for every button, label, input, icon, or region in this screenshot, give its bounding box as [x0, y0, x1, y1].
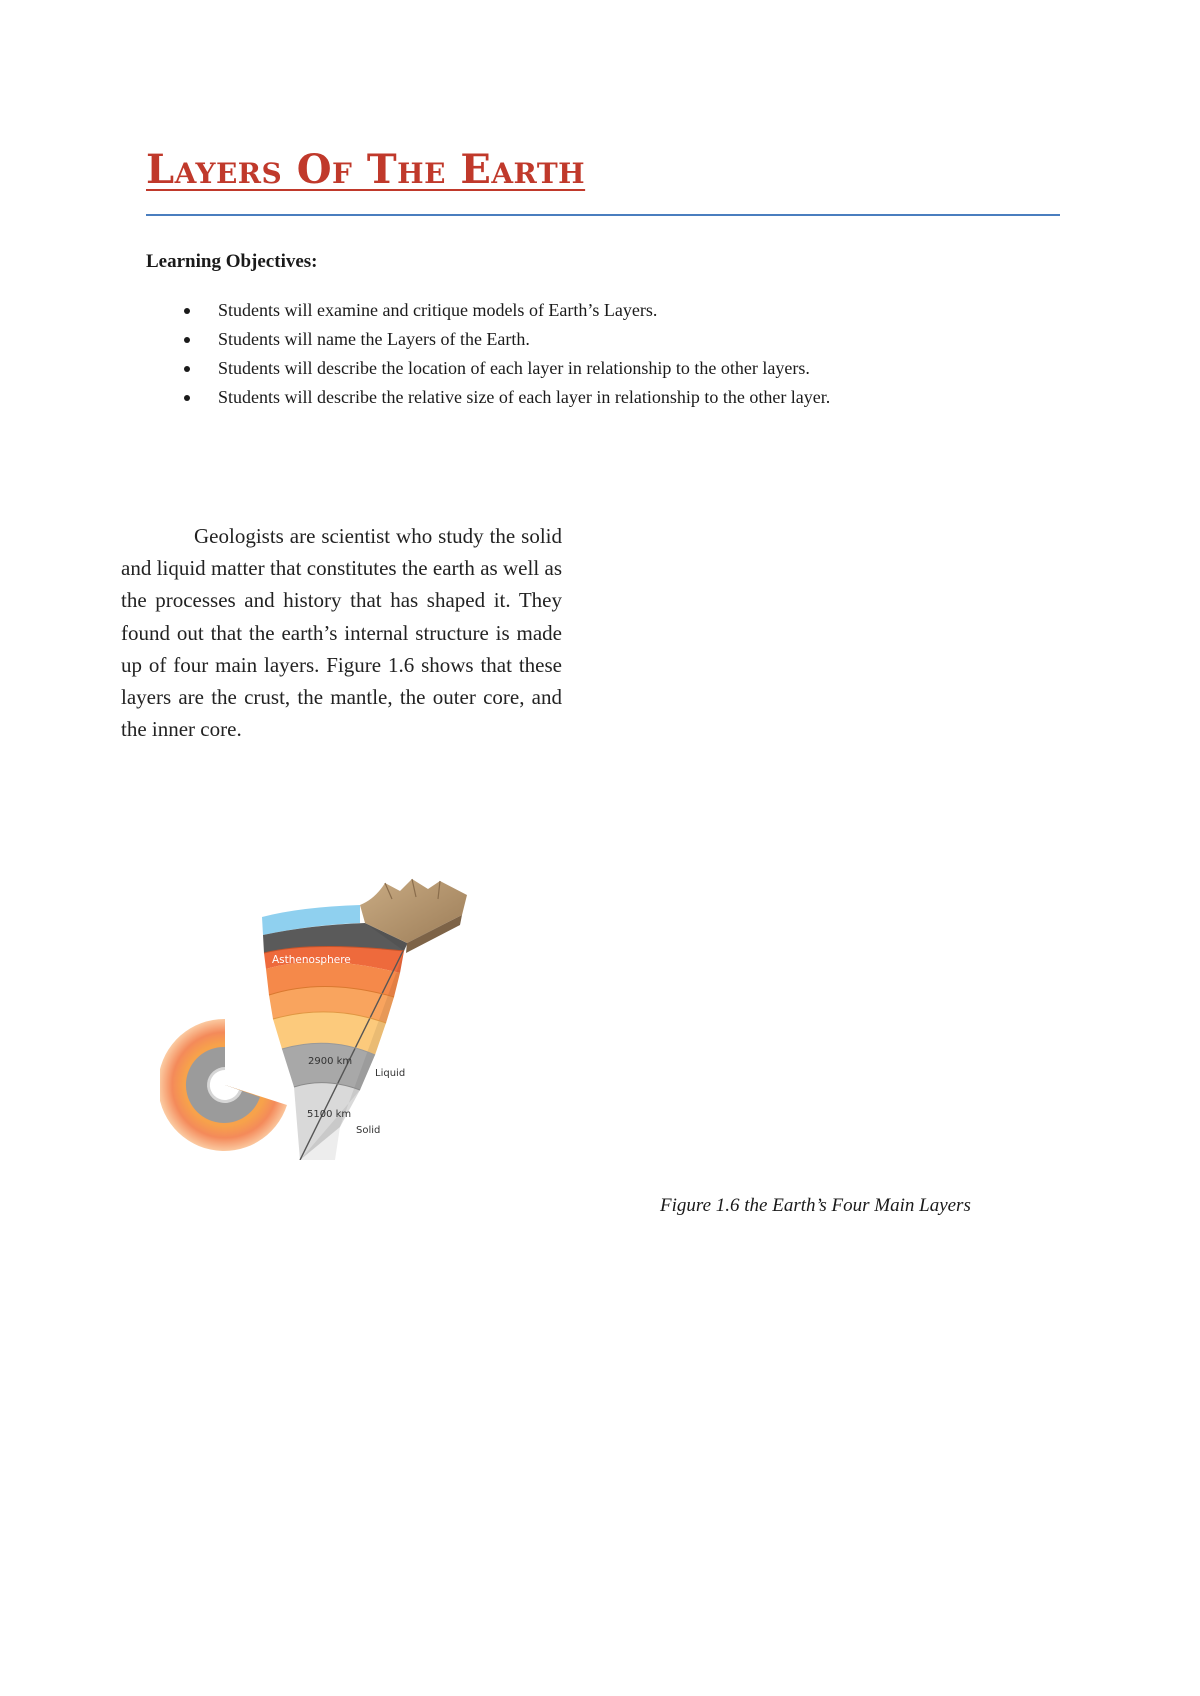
label-solid: Solid [356, 1125, 381, 1136]
title-underline-rule [146, 214, 1060, 216]
wedge-cross-section [262, 879, 467, 1160]
figure-caption: Figure 1.6 the Earth’s Four Main Layers [660, 1195, 971, 1216]
objective-item: Students will describe the relative size of each layer in relationship to the other layer. [146, 383, 830, 412]
intro-paragraph: Geologists are scientist who study the solid and liquid matter that constitutes the earth as well as the processes and history that has shaped it. They found out that the earth’s internal structure is made up of four main layers. Figure 1.6 shows that these layers are the crust, the mantle, the outer core, and the inner core. [121, 524, 562, 742]
objectives-heading: Learning Objectives: [146, 251, 318, 272]
earth-layers-diagram [160, 865, 520, 1160]
objective-item: Students will describe the location of each layer in relationship to the other layers. [146, 354, 830, 383]
label-liquid: Liquid [375, 1068, 406, 1079]
page-title: Layers Of The Earth [146, 146, 586, 193]
earth-layers-figure [160, 865, 520, 1160]
label-depth-2900: 2900 km [308, 1056, 353, 1067]
objective-item: Students will examine and critique models of Earth’s Layers. [146, 296, 830, 325]
label-depth-5100: 5100 km [307, 1109, 352, 1120]
label-asthenosphere: Asthenosphere [272, 954, 351, 966]
objectives-list [146, 296, 830, 412]
sphere-cutaway [160, 1019, 287, 1151]
objective-item: Students will name the Layers of the Earth. [146, 325, 830, 354]
core-hollow [210, 1070, 239, 1100]
